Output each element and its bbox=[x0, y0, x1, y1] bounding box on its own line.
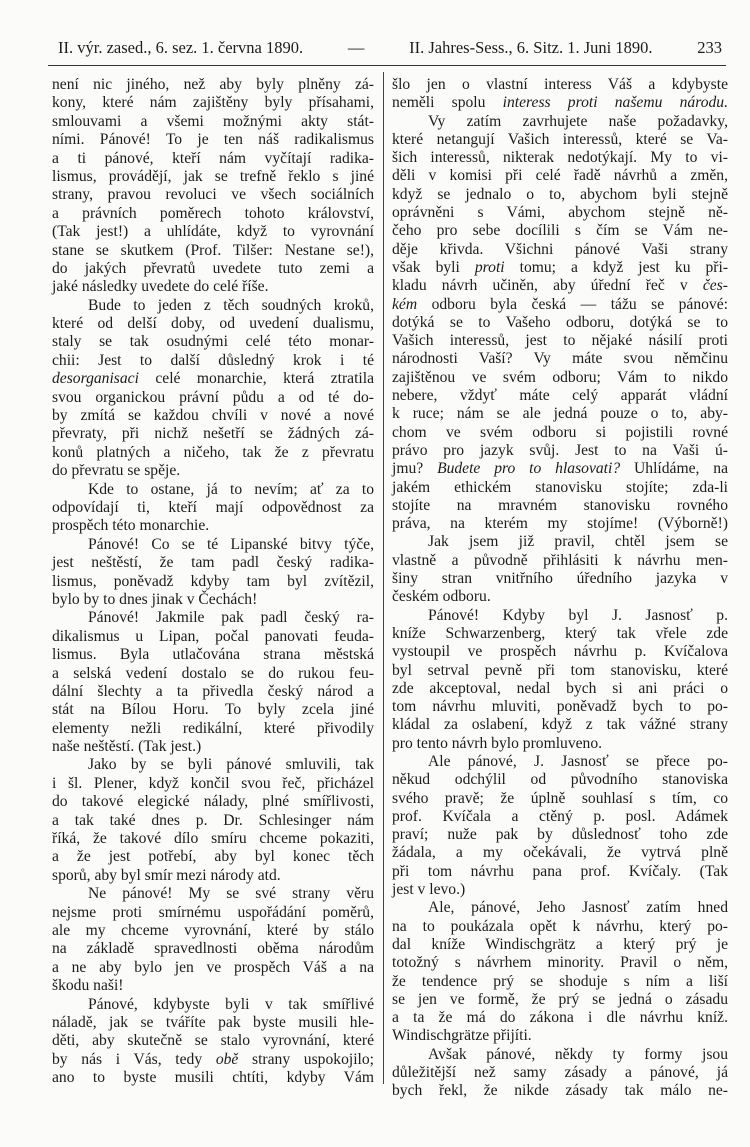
text-line: Vašich interessů, jest to nějaké násilí proti bbox=[392, 332, 728, 350]
text-line: a že jest potřebí, aby byl konec těch bbox=[52, 848, 374, 866]
text-line: lismus, provádějí, jak se trefně řeklo s jiné bbox=[52, 167, 374, 185]
running-header bbox=[58, 38, 722, 58]
text-line: lismus. Byla utlačována strana městská bbox=[52, 646, 374, 664]
text-line: se jen ve formě, že prý se jedná o zásadu bbox=[392, 990, 728, 1008]
text-line: lismus, poněvadž kdyby tam byl zvítězil, bbox=[52, 572, 374, 590]
text-line: nebere, vždyť máte celý apparát vládní bbox=[392, 387, 728, 405]
text-line: které netangují Vašich interessů, které se Va- bbox=[392, 130, 728, 148]
text-line: chom ve svém odboru si pojistili rovné bbox=[392, 423, 728, 441]
text-line: českém odboru. bbox=[392, 588, 491, 606]
text-segment: by nás i Vás, tedy bbox=[52, 1050, 216, 1068]
text-line: oprávněni s Vámi, abychom stejně ně- bbox=[392, 204, 728, 222]
text-line: do jakých převratů uvedete tuto zemi a bbox=[52, 259, 374, 277]
text-line: jest neštěstí, že tam padl český radika- bbox=[52, 554, 374, 572]
left-column bbox=[52, 76, 374, 1087]
text-line: a ta že má do zákona i dle návrhu kníž. bbox=[392, 1009, 728, 1027]
text-line: kníže Schwarzenberg, který tak vřele zde bbox=[392, 624, 728, 642]
column-divider bbox=[383, 72, 384, 1084]
text-line: stát na Bílou Horu. To byly zcela jiné bbox=[52, 701, 374, 719]
text-line: není nic jiného, než aby byly plněny zá- bbox=[52, 76, 374, 93]
text-line: Kde to ostane, já to nevím; ať za to bbox=[88, 480, 374, 498]
text-line: naše neštěstí. (Tak jest.) bbox=[52, 738, 202, 756]
text-line bbox=[392, 277, 728, 295]
text-line: Ne pánové! My se své strany věru bbox=[88, 885, 374, 903]
text-line: někud odchýlil od původního stanoviska bbox=[392, 771, 728, 789]
text-line: že tendence prý se shoduje s ním a liší bbox=[392, 972, 728, 990]
italic-text: interess proti našemu národu. bbox=[502, 94, 728, 112]
text-segment: neměli spolu bbox=[392, 94, 503, 112]
text-line: kládal za oslabení, když z tak vážné strany bbox=[392, 716, 728, 734]
text-segment: odboru byla česká — tážu se pánové: bbox=[417, 295, 728, 313]
text-line: zde akceptoval, nedal bych si ani práci o bbox=[392, 679, 728, 697]
italic-text: kém bbox=[392, 295, 418, 313]
text-line: a ti pánové, kteří nám vyčítají radika- bbox=[52, 149, 374, 167]
text-line: Pánové! Co se té Lipanské bitvy týče, bbox=[88, 535, 374, 553]
text-line: na to poukázala opět k návrhu, který po- bbox=[392, 917, 728, 935]
text-segment: tomu; a když jest ku při- bbox=[504, 258, 729, 276]
text-line: svou organickou právní půdu a od té do- bbox=[52, 388, 374, 406]
text-line: důležitější než samy zásady a pánové, já bbox=[392, 1064, 728, 1082]
text-line: k ruce; nám se ale jedná pouze o to, aby- bbox=[392, 405, 728, 423]
text-line: čeho pro sebe docílili s čím se Vám ne- bbox=[392, 222, 728, 240]
text-line bbox=[392, 296, 728, 314]
text-line: elementy nežli redikální, které přivodily bbox=[52, 719, 374, 737]
text-line: děli v komisi při celé řadě návrhů a změn, bbox=[392, 167, 728, 185]
text-line: Pánové, kdybyste byli v tak smířlivé bbox=[88, 995, 374, 1013]
right-column bbox=[392, 76, 728, 1101]
text-segment: však byli bbox=[392, 258, 475, 276]
text-line: náladě, jak se tváříte pak byste musili hle- bbox=[52, 1013, 374, 1031]
text-line: totožný s návrhem minority. Pravil o něm, bbox=[392, 954, 728, 972]
text-line: tom návrhu mluviti, poněvadž bych to po- bbox=[392, 698, 728, 716]
text-line: pro tento návrh bylo promluveno. bbox=[392, 734, 603, 752]
text-line: jakém ethickém stanovisku stojíte; zda-li bbox=[392, 478, 728, 496]
text-segment: strany uspokojilo; bbox=[238, 1050, 374, 1068]
text-line: smlouvami a všemi možnými akty stát- bbox=[52, 112, 374, 130]
text-line: ano to byste musili chtíti, kdyby Vám bbox=[52, 1069, 374, 1087]
text-line: byl setrval pevně při tom stanovisku, které bbox=[392, 661, 728, 679]
text-line: Windischgrätze přijíti. bbox=[392, 1027, 532, 1045]
text-line: vystoupil ve prospěch návrhu p. Kvíčalova bbox=[392, 643, 728, 661]
text-line bbox=[392, 94, 728, 112]
text-line: děje křivda. Všichni pánové Vaši strany bbox=[392, 240, 728, 258]
text-line: jaké následky uvedete do celé říše. bbox=[52, 278, 269, 296]
text-line: (Tak jest!) a uhlídáte, když to vyrovnání bbox=[52, 223, 374, 241]
text-line: říká, že takové dílo smíru chceme pokaziti, bbox=[52, 830, 374, 848]
text-line: Vy zatím zavrhujete naše požadavky, bbox=[428, 112, 728, 130]
text-line: prof. Kvíčala a ctěný p. posl. Adámek bbox=[392, 807, 728, 825]
italic-text: čes- bbox=[702, 277, 728, 295]
text-line: a ne aby bylo jen ve prospěch Váš a na bbox=[52, 958, 374, 976]
text-segment: jmu? bbox=[392, 460, 438, 478]
text-line: dal kníže Windischgrätz a který prý je bbox=[392, 935, 728, 953]
text-line: šiny stran vnitřního úředního jazyka v bbox=[392, 570, 728, 588]
text-line: prospěch této monarchie. bbox=[52, 517, 210, 535]
text-line: které od delší doby, od uvedení dualismu, bbox=[52, 315, 374, 333]
text-line: národnosti Vaší? Vy máte svou němčinu bbox=[392, 350, 728, 368]
text-line: svého pravě; že úplně souhlasí s tím, co bbox=[392, 789, 728, 807]
page-number: 233 bbox=[697, 38, 722, 57]
text-line: bylo by to dnes jinak v Čechách! bbox=[52, 590, 258, 608]
text-line: Avšak pánové, někdy ty formy jsou bbox=[428, 1045, 728, 1063]
text-line: Pánové! Kdyby byl J. Jasnosť p. bbox=[428, 606, 728, 624]
text-line: do takové elegické nálady, plné smířlivosti, bbox=[52, 793, 374, 811]
text-line: a právních poměrech tohoto království, bbox=[52, 204, 374, 222]
header-dash: — bbox=[347, 38, 365, 57]
text-line: by zmítá se každou chvíli v nové a nové bbox=[52, 407, 374, 425]
text-line: když se jednalo o to, abychom byli stejně bbox=[392, 185, 728, 203]
text-line: kony, které nám zajištěny byly přísahami, bbox=[52, 94, 374, 112]
text-line: ale my chceme vyrovnání, které by stálo bbox=[52, 921, 374, 939]
header-czech: II. výr. zased., 6. sez. 1. června 1890. bbox=[58, 38, 304, 57]
text-line: vlastně a původně přihlásiti k návrhu men- bbox=[392, 551, 728, 569]
italic-text: Budete pro to hlasovati? bbox=[437, 460, 621, 478]
text-line: sporů, aby byl smír mezi národy atd. bbox=[52, 866, 281, 884]
text-line: nejsme proti smírnému uspořádání poměrů, bbox=[52, 903, 374, 921]
text-line: Jako by se byli pánové smluvili, tak bbox=[88, 756, 374, 774]
text-line: Pánové! Jakmile pak padl český ra- bbox=[88, 609, 374, 627]
text-line: konů platných a ničeho, tak že z převratu bbox=[52, 443, 374, 461]
text-line: při tom návrhu pana prof. Kvíčaly. (Tak bbox=[392, 862, 728, 880]
text-line: převraty, při nichž nešetří se žádných zá- bbox=[52, 425, 374, 443]
text-line bbox=[392, 460, 728, 478]
text-line: jest v levo.) bbox=[392, 881, 466, 899]
text-line: dální šlechty a ta přivedla český národ a bbox=[52, 682, 374, 700]
italic-text: proti bbox=[474, 258, 505, 276]
text-line: zajištěnou ve svém odboru; Vám to nikdo bbox=[392, 368, 728, 386]
text-line: chii: Jest to další důsledný krok i té bbox=[52, 351, 374, 369]
header-german: II. Jahres-Sess., 6. Sitz. 1. Juni 1890. bbox=[409, 38, 653, 57]
text-line: strany, pravou revoluci ve všech sociálních bbox=[52, 186, 374, 204]
header-rule bbox=[48, 65, 726, 66]
text-line: právo pro jazyk svůj. Jest to na Vaši ú- bbox=[392, 441, 728, 459]
text-line: bych řekl, že nikde zásady tak málo ne- bbox=[392, 1082, 728, 1100]
text-segment: kladu návrh učiněn, aby úřední řeč v bbox=[392, 277, 703, 295]
text-line: ními. Pánové! To je ten náš radikalismus bbox=[52, 131, 374, 149]
text-line: žádala, a my očekávali, že vytrvá plně bbox=[392, 844, 728, 862]
text-line: šich interessů, nikterak nedotýkají. My to vi- bbox=[392, 149, 728, 167]
text-line: děti, aby skutečně se stalo vyrovnání, které bbox=[52, 1032, 374, 1050]
text-line bbox=[52, 370, 374, 388]
text-line: dotýká se to Vašeho odboru, dotýká se to bbox=[392, 313, 728, 331]
text-line: šlo jen o vlastní interess Váš a kdybyste bbox=[392, 76, 728, 93]
text-line: škodu naši! bbox=[52, 977, 124, 995]
text-line: a selská vedení dostalo se do rukou feu- bbox=[52, 664, 374, 682]
text-line: Jak jsem již pravil, chtěl jsem se bbox=[428, 533, 728, 551]
text-line: odpovídají ti, kteří mají odpovědnost za bbox=[52, 498, 374, 516]
text-line: praví; nuže pak by důslednosť toho zde bbox=[392, 826, 728, 844]
text-line: Bude to jeden z těch soudných kroků, bbox=[88, 296, 374, 314]
text-line: dikalismus u Lipan, počal panovati feuda- bbox=[52, 627, 374, 645]
text-line: stane se skutkem (Prof. Tilšer: Nestane se!), bbox=[52, 241, 374, 259]
text-line: do převratu se spěje. bbox=[52, 462, 181, 480]
italic-text: obě bbox=[215, 1050, 239, 1068]
text-line: staly se tak osudnými celé této monar- bbox=[52, 333, 374, 351]
italic-text: desorganisaci bbox=[52, 370, 139, 388]
text-line bbox=[52, 1051, 374, 1069]
text-line: na základě spravedlnosti oběma národům bbox=[52, 940, 374, 958]
text-line: a tak také dnes p. Dr. Schlesinger nám bbox=[52, 811, 374, 829]
text-line: Ale, pánové, Jeho Jasnosť zatím hned bbox=[428, 899, 728, 917]
text-segment: celé monarchie, která ztratila bbox=[138, 370, 374, 388]
text-line bbox=[392, 259, 728, 277]
text-line: stojíte na mravném stanovisku rovného bbox=[392, 496, 728, 514]
text-line: Ale pánové, J. Jasnosť se přece po- bbox=[428, 752, 728, 770]
text-segment: Uhlídáme, na bbox=[620, 460, 728, 478]
text-line: i šl. Plener, když končil svou řeč, přicházel bbox=[52, 774, 374, 792]
text-line: práva, na kterém my stojíme! (Výborně!) bbox=[392, 515, 728, 533]
